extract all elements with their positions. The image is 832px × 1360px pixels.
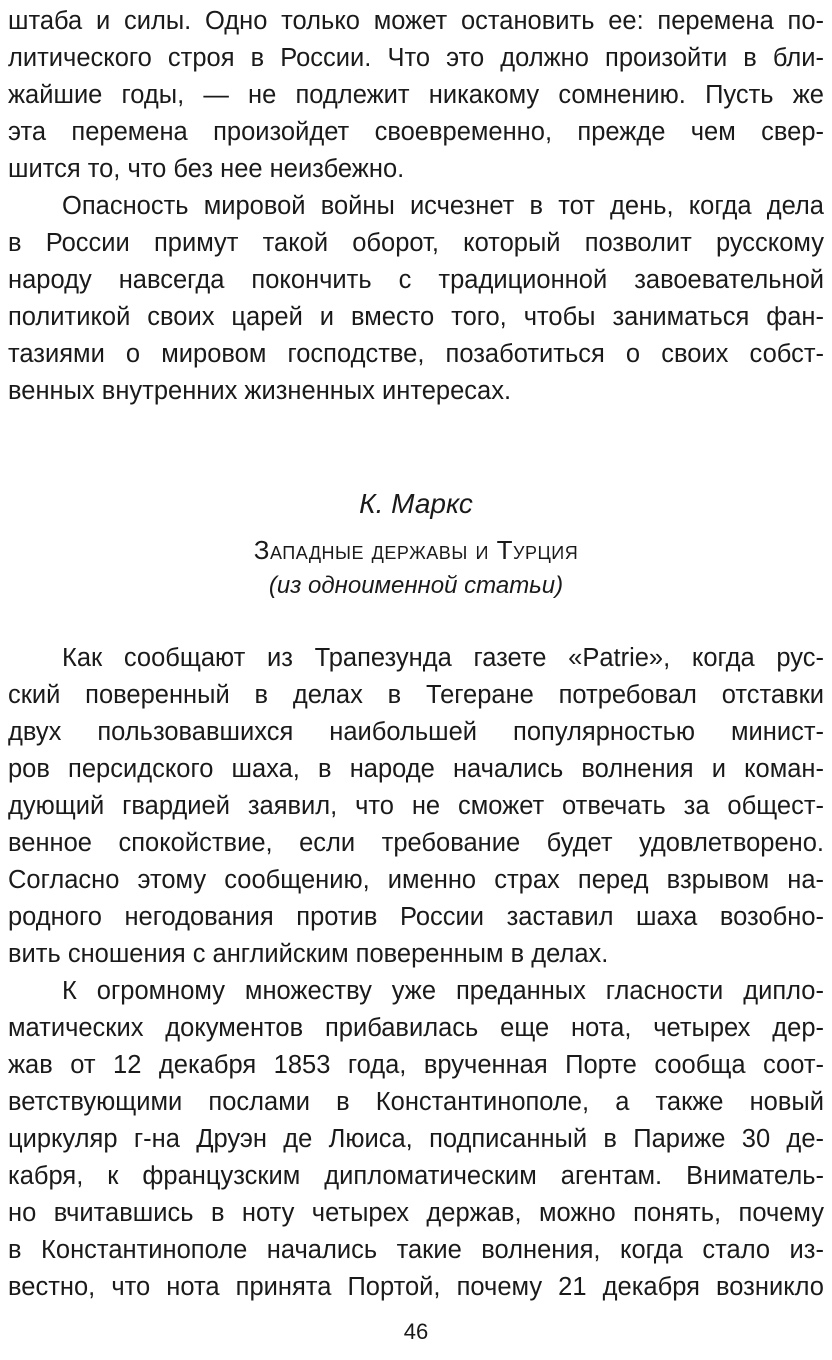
text-line: вить сношения с английским поверенным в делах.: [8, 940, 609, 968]
text-line: Согласно этому сообщению, именно страх перед взрывом на-: [8, 866, 824, 894]
text-line: ский поверенный в делах в Тегеране потребовал отставки: [8, 681, 824, 709]
text-line: народу навсегда покончить с традиционной завоевательной: [8, 266, 824, 294]
text-line: дующий гвардией заявил, что не сможет отвечать за общест-: [8, 792, 824, 820]
text-line: штаба и силы. Одно только может остановить ее: перемена по-: [8, 7, 824, 35]
text-line: двух пользовавшихся наибольшей популярностью минист-: [8, 718, 824, 746]
text-line: ров персидского шаха, в народе начались волнения и коман-: [8, 755, 824, 783]
text-line: К огромному множеству уже преданных гласности дипло-: [62, 977, 824, 1005]
text-line: эта перемена произойдет своевременно, прежде чем свер-: [8, 118, 824, 146]
text-line: Опасность мировой войны исчезнет в тот день, когда дела: [62, 192, 824, 220]
text-line: Как сообщают из Трапезунда газете «Patrie», когда рус-: [62, 644, 824, 672]
text-line: политикой своих царей и вместо того, чтобы заниматься фан-: [8, 303, 824, 331]
text-line: литического строя в России. Что это должно произойти в бли-: [8, 44, 824, 72]
text-line: жайшие годы, — не подлежит никакому сомнению. Пусть же: [8, 81, 824, 109]
article-author: К. Маркс: [359, 488, 473, 519]
article-title: Западные державы и Турция: [253, 535, 579, 565]
text-line: венных внутренних жизненных интересах.: [8, 377, 512, 405]
page-number: 46: [403, 1319, 429, 1344]
text-line: в России примут такой оборот, который позволит русскому: [8, 229, 824, 257]
text-line: кабря, к французским дипломатическим агентам. Вниматель-: [8, 1162, 824, 1190]
text-line: тазиями о мировом господстве, позаботиться о своих собст-: [8, 340, 824, 368]
text-line: шится то, что без нее неизбежно.: [8, 155, 405, 183]
text-line: но вчитавшись в ноту четырех держав, можно понять, почему: [8, 1199, 824, 1227]
text-line: матических документов прибавилась еще нота, четырех дер-: [8, 1014, 824, 1042]
text-line: венное спокойствие, если требование будет удовлетворено.: [8, 829, 824, 857]
text-line: в Константинополе начались такие волнения, когда стало из-: [8, 1236, 824, 1264]
text-line: вестно, что нота принята Портой, почему 21 декабря возникло: [8, 1273, 824, 1301]
text-line: родного негодования против России заставил шаха возобно-: [8, 903, 824, 931]
text-line: жав от 12 декабря 1853 года, врученная Порте сообща соот-: [8, 1051, 824, 1079]
article-subtitle: (из одноименной статьи): [268, 572, 564, 599]
text-line: ветствующими послами в Константинополе, а также новый: [8, 1088, 824, 1116]
text-line: циркуляр г-на Друэн де Люиса, подписанный в Париже 30 де-: [8, 1125, 824, 1153]
